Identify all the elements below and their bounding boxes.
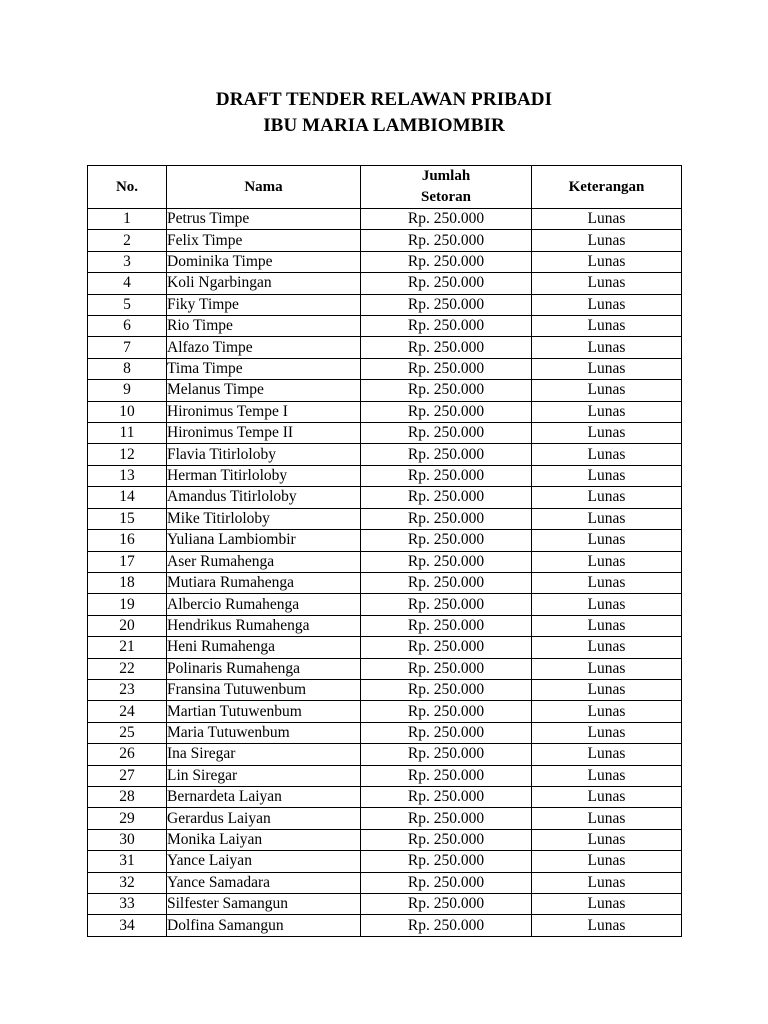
status-cell: Lunas: [532, 508, 682, 529]
row-number-cell: 17: [88, 551, 167, 572]
amount-cell: Rp. 250.000: [361, 679, 532, 700]
amount-cell: Rp. 250.000: [361, 487, 532, 508]
name-cell: Fransina Tutuwenbum: [167, 679, 361, 700]
table-row: [88, 637, 682, 658]
amount-cell: Rp. 250.000: [361, 572, 532, 593]
document-title: DRAFT TENDER RELAWAN PRIBADI: [215, 89, 553, 110]
table-header-row: [88, 166, 682, 209]
name-cell: Bernardeta Laiyan: [167, 786, 361, 807]
row-number-cell: 4: [88, 273, 167, 294]
amount-cell: Rp. 250.000: [361, 337, 532, 358]
row-number-cell: 26: [88, 744, 167, 765]
status-cell: Lunas: [532, 401, 682, 422]
amount-cell: Rp. 250.000: [361, 273, 532, 294]
amount-cell: Rp. 250.000: [361, 786, 532, 807]
table-row: [88, 209, 682, 230]
table-row: [88, 615, 682, 636]
amount-cell: Rp. 250.000: [361, 530, 532, 551]
status-cell: Lunas: [532, 209, 682, 230]
column-header-jumlah-setoran: [361, 166, 532, 209]
amount-cell: Rp. 250.000: [361, 829, 532, 850]
amount-cell: Rp. 250.000: [361, 894, 532, 915]
row-number-cell: 33: [88, 894, 167, 915]
name-cell: Silfester Samangun: [167, 894, 361, 915]
status-cell: Lunas: [532, 551, 682, 572]
row-number-cell: 6: [88, 316, 167, 337]
contribution-table: [87, 165, 682, 937]
status-cell: Lunas: [532, 829, 682, 850]
status-cell: Lunas: [532, 701, 682, 722]
document-subtitle: IBU MARIA LAMBIOMBIR: [263, 115, 505, 136]
row-number-cell: 30: [88, 829, 167, 850]
name-cell: Petrus Timpe: [167, 209, 361, 230]
table-row: [88, 572, 682, 593]
row-number-cell: 15: [88, 508, 167, 529]
name-cell: Mutiara Rumahenga: [167, 572, 361, 593]
amount-cell: Rp. 250.000: [361, 316, 532, 337]
name-cell: Flavia Titirloloby: [167, 444, 361, 465]
row-number-cell: 12: [88, 444, 167, 465]
amount-cell: Rp. 250.000: [361, 872, 532, 893]
table-row: [88, 829, 682, 850]
table-row: [88, 722, 682, 743]
status-cell: Lunas: [532, 679, 682, 700]
amount-cell: Rp. 250.000: [361, 615, 532, 636]
row-number-cell: 3: [88, 251, 167, 272]
name-cell: Fiky Timpe: [167, 294, 361, 315]
name-cell: Monika Laiyan: [167, 829, 361, 850]
amount-cell: Rp. 250.000: [361, 637, 532, 658]
column-header-nama: Nama: [167, 166, 361, 209]
table-row: [88, 872, 682, 893]
table-row: [88, 744, 682, 765]
row-number-cell: 21: [88, 637, 167, 658]
column-header-jumlah-line2: Setoran: [421, 189, 471, 205]
row-number-cell: 11: [88, 423, 167, 444]
row-number-cell: 14: [88, 487, 167, 508]
name-cell: Aser Rumahenga: [167, 551, 361, 572]
amount-cell: Rp. 250.000: [361, 465, 532, 486]
status-cell: Lunas: [532, 423, 682, 444]
table-row: [88, 294, 682, 315]
row-number-cell: 13: [88, 465, 167, 486]
amount-cell: Rp. 250.000: [361, 358, 532, 379]
table-row: [88, 786, 682, 807]
name-cell: Melanus Timpe: [167, 380, 361, 401]
status-cell: Lunas: [532, 915, 682, 936]
row-number-cell: 32: [88, 872, 167, 893]
amount-cell: Rp. 250.000: [361, 401, 532, 422]
table-body: [88, 209, 682, 937]
name-cell: Mike Titirloloby: [167, 508, 361, 529]
table-row: [88, 358, 682, 379]
status-cell: Lunas: [532, 744, 682, 765]
status-cell: Lunas: [532, 273, 682, 294]
name-cell: Albercio Rumahenga: [167, 594, 361, 615]
row-number-cell: 16: [88, 530, 167, 551]
table-row: [88, 594, 682, 615]
status-cell: Lunas: [532, 658, 682, 679]
name-cell: Rio Timpe: [167, 316, 361, 337]
table-row: [88, 316, 682, 337]
amount-cell: Rp. 250.000: [361, 230, 532, 251]
status-cell: Lunas: [532, 572, 682, 593]
table-row: [88, 851, 682, 872]
table-row: [88, 508, 682, 529]
table-row: [88, 251, 682, 272]
row-number-cell: 2: [88, 230, 167, 251]
table-row: [88, 273, 682, 294]
table-row: [88, 380, 682, 401]
status-cell: Lunas: [532, 380, 682, 401]
table-row: [88, 808, 682, 829]
status-cell: Lunas: [532, 637, 682, 658]
row-number-cell: 34: [88, 915, 167, 936]
status-cell: Lunas: [532, 251, 682, 272]
status-cell: Lunas: [532, 594, 682, 615]
name-cell: Polinaris Rumahenga: [167, 658, 361, 679]
amount-cell: Rp. 250.000: [361, 209, 532, 230]
row-number-cell: 1: [88, 209, 167, 230]
amount-cell: Rp. 250.000: [361, 808, 532, 829]
row-number-cell: 25: [88, 722, 167, 743]
name-cell: Felix Timpe: [167, 230, 361, 251]
table-row: [88, 551, 682, 572]
row-number-cell: 22: [88, 658, 167, 679]
status-cell: Lunas: [532, 808, 682, 829]
name-cell: Yance Samadara: [167, 872, 361, 893]
status-cell: Lunas: [532, 358, 682, 379]
name-cell: Dolfina Samangun: [167, 915, 361, 936]
amount-cell: Rp. 250.000: [361, 294, 532, 315]
status-cell: Lunas: [532, 851, 682, 872]
name-cell: Tima Timpe: [167, 358, 361, 379]
row-number-cell: 8: [88, 358, 167, 379]
row-number-cell: 27: [88, 765, 167, 786]
table-row: [88, 465, 682, 486]
name-cell: Martian Tutuwenbum: [167, 701, 361, 722]
name-cell: Lin Siregar: [167, 765, 361, 786]
status-cell: Lunas: [532, 337, 682, 358]
status-cell: Lunas: [532, 765, 682, 786]
name-cell: Hendrikus Rumahenga: [167, 615, 361, 636]
status-cell: Lunas: [532, 615, 682, 636]
amount-cell: Rp. 250.000: [361, 765, 532, 786]
amount-cell: Rp. 250.000: [361, 444, 532, 465]
name-cell: Ina Siregar: [167, 744, 361, 765]
row-number-cell: 5: [88, 294, 167, 315]
amount-cell: Rp. 250.000: [361, 851, 532, 872]
table-row: [88, 230, 682, 251]
table-row: [88, 915, 682, 936]
table-row: [88, 487, 682, 508]
table-row: [88, 530, 682, 551]
status-cell: Lunas: [532, 294, 682, 315]
table-row: [88, 444, 682, 465]
status-cell: Lunas: [532, 530, 682, 551]
amount-cell: Rp. 250.000: [361, 658, 532, 679]
row-number-cell: 7: [88, 337, 167, 358]
row-number-cell: 24: [88, 701, 167, 722]
status-cell: Lunas: [532, 786, 682, 807]
status-cell: Lunas: [532, 465, 682, 486]
row-number-cell: 31: [88, 851, 167, 872]
table-row: [88, 423, 682, 444]
amount-cell: Rp. 250.000: [361, 915, 532, 936]
amount-cell: Rp. 250.000: [361, 380, 532, 401]
table-row: [88, 894, 682, 915]
table-row: [88, 658, 682, 679]
status-cell: Lunas: [532, 316, 682, 337]
status-cell: Lunas: [532, 722, 682, 743]
name-cell: Hironimus Tempe I: [167, 401, 361, 422]
row-number-cell: 28: [88, 786, 167, 807]
row-number-cell: 23: [88, 679, 167, 700]
status-cell: Lunas: [532, 444, 682, 465]
name-cell: Dominika Timpe: [167, 251, 361, 272]
name-cell: Yance Laiyan: [167, 851, 361, 872]
row-number-cell: 9: [88, 380, 167, 401]
amount-cell: Rp. 250.000: [361, 508, 532, 529]
row-number-cell: 19: [88, 594, 167, 615]
column-header-jumlah-line1: Jumlah: [421, 168, 471, 184]
amount-cell: Rp. 250.000: [361, 701, 532, 722]
name-cell: Alfazo Timpe: [167, 337, 361, 358]
amount-cell: Rp. 250.000: [361, 423, 532, 444]
table-row: [88, 679, 682, 700]
amount-cell: Rp. 250.000: [361, 594, 532, 615]
name-cell: Amandus Titirloloby: [167, 487, 361, 508]
row-number-cell: 20: [88, 615, 167, 636]
status-cell: Lunas: [532, 487, 682, 508]
amount-cell: Rp. 250.000: [361, 722, 532, 743]
name-cell: Herman Titirloloby: [167, 465, 361, 486]
table-row: [88, 337, 682, 358]
row-number-cell: 10: [88, 401, 167, 422]
name-cell: Gerardus Laiyan: [167, 808, 361, 829]
name-cell: Hironimus Tempe II: [167, 423, 361, 444]
name-cell: Maria Tutuwenbum: [167, 722, 361, 743]
amount-cell: Rp. 250.000: [361, 744, 532, 765]
table-row: [88, 701, 682, 722]
amount-cell: Rp. 250.000: [361, 251, 532, 272]
name-cell: Yuliana Lambiombir: [167, 530, 361, 551]
column-header-no: No.: [88, 166, 167, 209]
row-number-cell: 18: [88, 572, 167, 593]
name-cell: Heni Rumahenga: [167, 637, 361, 658]
status-cell: Lunas: [532, 230, 682, 251]
name-cell: Koli Ngarbingan: [167, 273, 361, 294]
amount-cell: Rp. 250.000: [361, 551, 532, 572]
status-cell: Lunas: [532, 872, 682, 893]
table-row: [88, 765, 682, 786]
status-cell: Lunas: [532, 894, 682, 915]
row-number-cell: 29: [88, 808, 167, 829]
table-row: [88, 401, 682, 422]
column-header-keterangan: Keterangan: [532, 166, 682, 209]
